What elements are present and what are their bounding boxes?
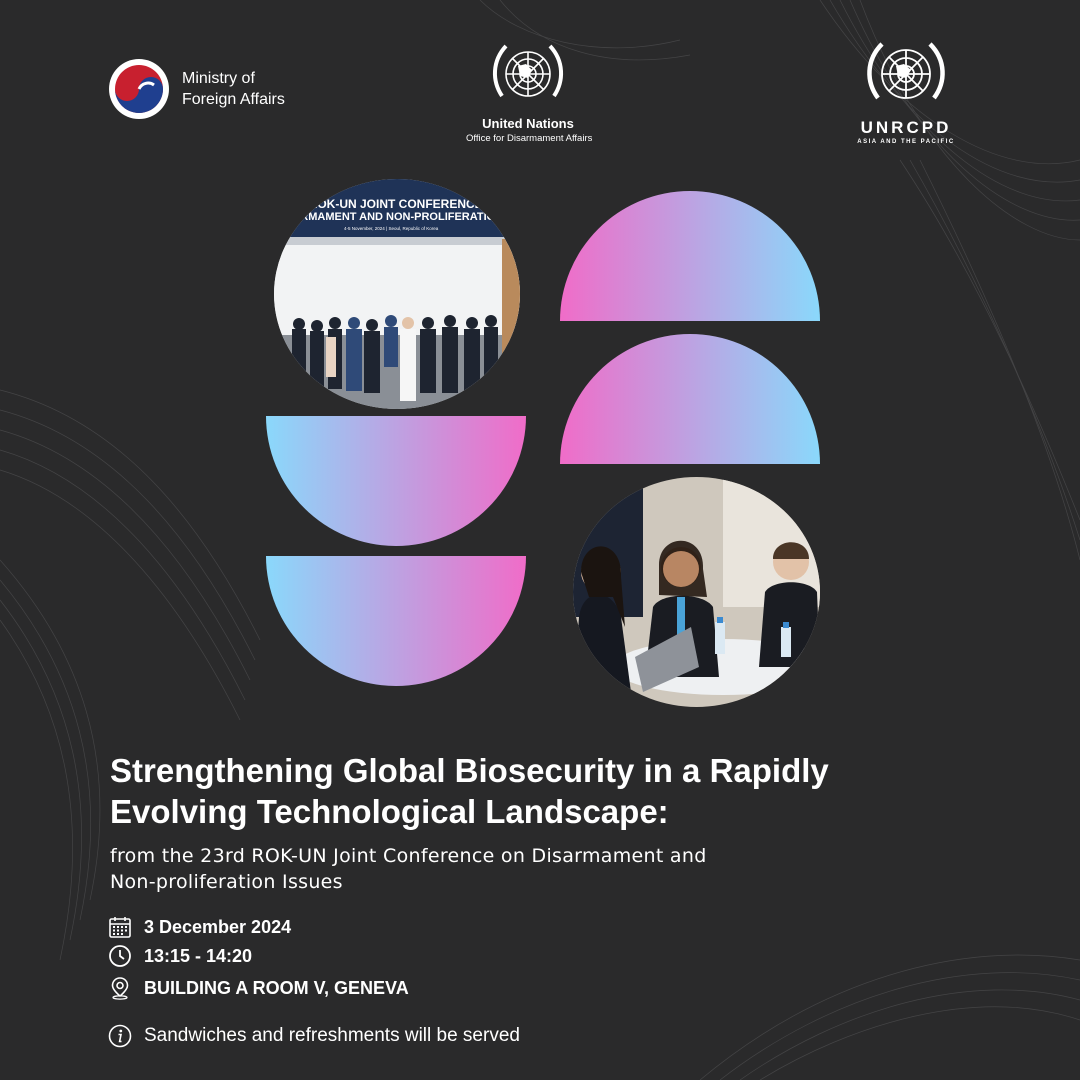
half-disc-left-1 [266, 416, 526, 546]
banner-line3: 4-5 November, 2024 | Seoul, Republic of Korea [344, 226, 439, 231]
event-date: 3 December 2024 [144, 916, 292, 937]
unoda-subtitle: Office for Disarmament Affairs [466, 133, 593, 144]
banner-line1: 23rd ROK-UN JOINT CONFERENCE [280, 197, 483, 211]
event-location-row [108, 975, 409, 1001]
banner-line2: DISARMAMENT AND NON-PROLIFERATION [274, 211, 504, 223]
half-disc-left-2 [266, 556, 526, 686]
unrcpd-subtitle: ASIA AND THE PACIFIC [857, 139, 955, 145]
event-time-row [108, 943, 252, 969]
event-location: BUILDING A ROOM V, GENEVA [144, 977, 409, 998]
participants-photo [573, 477, 820, 707]
event-title-line2: Evolving Technological Landscape: [110, 793, 669, 830]
event-subtitle [110, 843, 970, 895]
event-note: Sandwiches and refreshments will be served [144, 1025, 520, 1046]
conference-group-photo [274, 179, 520, 409]
event-date-row [108, 914, 291, 940]
event-subtitle-line2: Non-proliferation Issues [110, 871, 343, 893]
event-title-line1: Strengthening Global Biosecurity in a Rapidly [110, 752, 829, 789]
participants-photo-illustration [573, 477, 820, 707]
unoda-title: United Nations [482, 116, 574, 131]
event-subtitle-line1: from the 23rd ROK-UN Joint Conference on Disarmament and [110, 845, 707, 867]
event-title [110, 750, 970, 832]
half-disc-top-right-1 [560, 191, 820, 321]
location-pin-icon [108, 976, 132, 1000]
mofa-line2: Foreign Affairs [182, 91, 285, 108]
clock-icon [108, 944, 132, 968]
half-disc-top-right-2 [560, 334, 820, 464]
event-time: 13:15 - 14:20 [144, 945, 253, 966]
event-note-row [108, 1023, 520, 1049]
info-icon [108, 1024, 132, 1048]
unrcpd-title: UNRCPD [860, 118, 952, 137]
calendar-icon [108, 915, 132, 939]
mofa-line1: Ministry of [182, 70, 255, 87]
